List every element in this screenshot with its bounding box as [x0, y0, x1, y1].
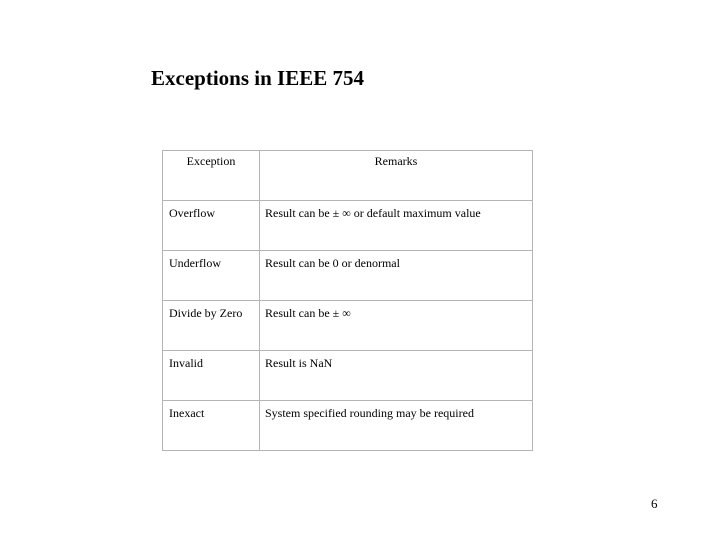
table-row	[163, 201, 533, 251]
exceptions-table	[162, 150, 533, 451]
remarks-cell: Result can be ± ∞	[260, 301, 533, 351]
remarks-cell: Result can be 0 or denormal	[260, 251, 533, 301]
slide-title: Exceptions in IEEE 754	[151, 66, 364, 90]
exception-cell: Overflow	[163, 201, 260, 251]
page-number: 6	[651, 496, 658, 511]
table-row	[163, 301, 533, 351]
exception-cell: Invalid	[163, 351, 260, 401]
exception-cell: Underflow	[163, 251, 260, 301]
column-header-exception: Exception	[163, 151, 260, 201]
table-header-row	[163, 151, 533, 201]
exception-cell: Inexact	[163, 401, 260, 451]
remarks-cell: System specified rounding may be required	[260, 401, 533, 451]
column-header-remarks: Remarks	[260, 151, 533, 201]
remarks-cell: Result is NaN	[260, 351, 533, 401]
exception-cell: Divide by Zero	[163, 301, 260, 351]
table-row	[163, 251, 533, 301]
table-row	[163, 351, 533, 401]
table-row	[163, 401, 533, 451]
remarks-cell: Result can be ± ∞ or default maximum value	[260, 201, 533, 251]
